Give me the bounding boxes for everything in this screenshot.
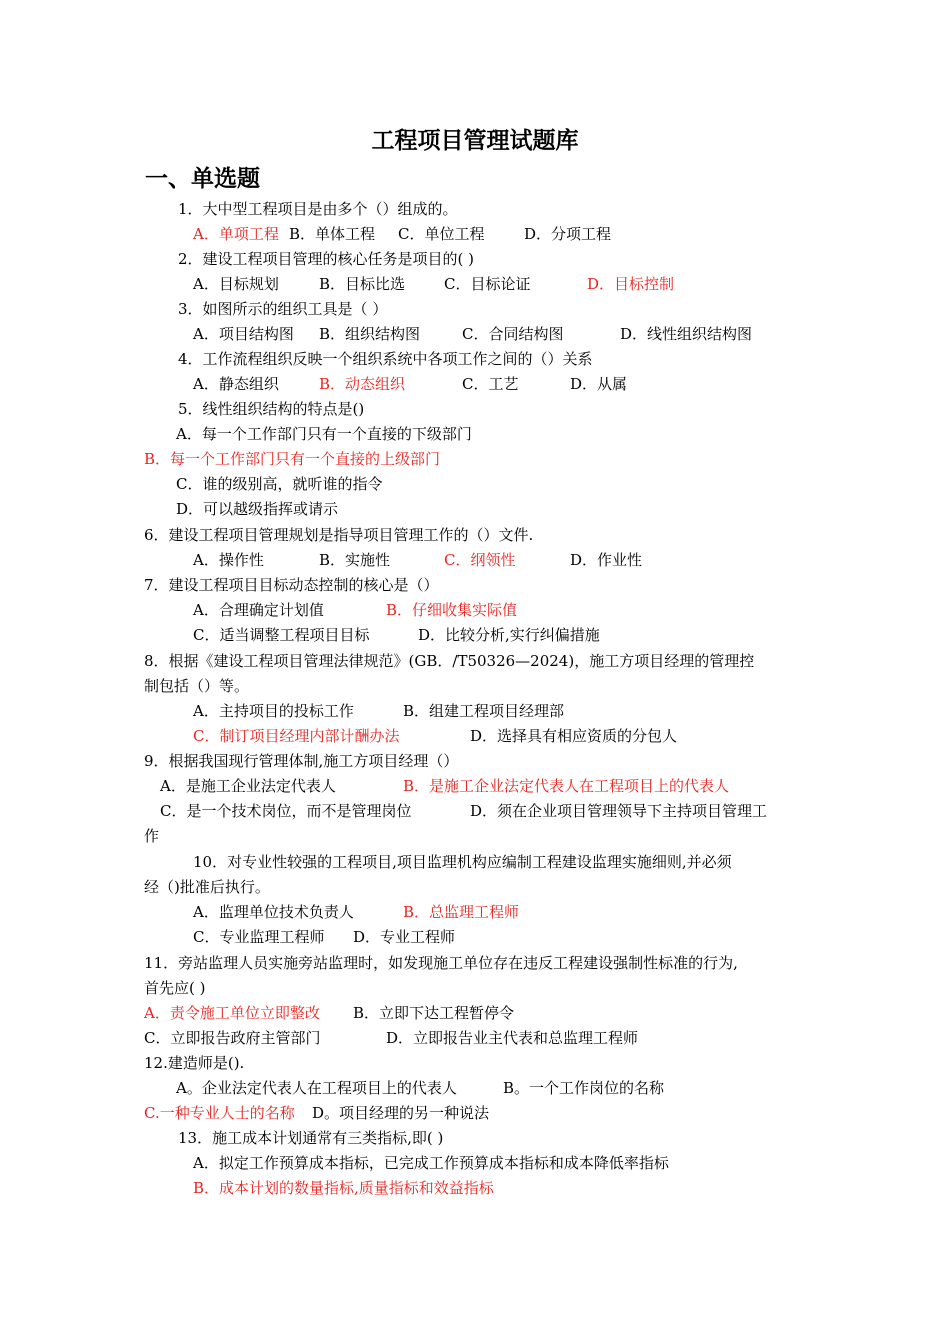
option-a: A．操作性 [193, 551, 264, 569]
option-c: C．目标论证 [444, 275, 531, 293]
option-b: B．是施工企业法定代表人在工程项目上的代表人 [403, 777, 730, 795]
option-d: D．须在企业项目管理领导下主持项目管理工 [470, 802, 768, 820]
question-options [0, 927, 950, 947]
option-b: B．单体工程 [289, 225, 376, 243]
option-b: B。一个工作岗位的名称 [503, 1079, 665, 1097]
option-b: B．动态组织 [319, 375, 406, 393]
option-d: D．作业性 [570, 551, 643, 569]
option-b: B．组建工程项目经理部 [403, 702, 565, 720]
option-a: A。企业法定代表人在工程项目上的代表人 [176, 1079, 457, 1097]
question-options [0, 726, 950, 746]
question-options [0, 600, 950, 620]
question-stem: 8．根据《建设工程项目管理法律规范》(GB．/T50326—2024)，施工方项目经理的管理控 [144, 652, 755, 670]
question-options [0, 701, 950, 721]
question-options [0, 902, 950, 922]
question-options [0, 224, 950, 244]
question-stem: 11．旁站监理人员实施旁站监理时，如发现施工单位存在违反工程建设强制性标准的行为, [144, 954, 738, 972]
question-stem: 5．线性组织结构的特点是() [178, 400, 365, 418]
question-stem-continued: 经（)批准后执行。 [144, 878, 270, 896]
question-stem: 6．建设工程项目管理规划是指导项目管理工作的（）文件. [144, 526, 534, 544]
option-d: D．从属 [570, 375, 628, 393]
option-c: C．工艺 [462, 375, 519, 393]
question-stem: 12.建造师是(). [144, 1054, 245, 1072]
question-options [0, 550, 950, 570]
option-d: D．目标控制 [587, 275, 675, 293]
option-c: C．是一个技术岗位，而不是管理岗位 [160, 802, 412, 820]
option-a: A．责令施工单位立即整改 [144, 1004, 320, 1022]
option-d-continued: 作 [144, 827, 160, 845]
question-stem: 4．工作流程组织反映一个组织系统中各项工作之间的（）关系 [178, 350, 593, 368]
option-b: B．实施性 [319, 551, 391, 569]
option-c: C．纲领性 [444, 551, 516, 569]
option-a: A．主持项目的投标工作 [193, 702, 354, 720]
question-options [0, 1103, 950, 1123]
option-a: A．是施工企业法定代表人 [160, 777, 336, 795]
question-stem: 2．建设工程项目管理的核心任务是项目的( ) [178, 250, 475, 268]
option-c: C．适当调整工程项目目标 [193, 626, 370, 644]
question-stem: 1．大中型工程项目是由多个（）组成的。 [178, 200, 458, 218]
option-a: A．单项工程 [193, 225, 279, 243]
question-stem-continued: 首先应( ) [144, 979, 206, 997]
option-c: C.一种专业人士的名称 [144, 1104, 295, 1122]
question-stem: 9．根据我国现行管理体制,施工方项目经理（） [144, 752, 459, 770]
option-d: D。项目经理的另一种说法 [312, 1104, 490, 1122]
option-d: D．可以越级指挥或请示 [176, 500, 339, 518]
option-d: D．线性组织结构图 [620, 325, 753, 343]
option-a: A．静态组织 [193, 375, 279, 393]
question-options [0, 324, 950, 344]
option-d: D．比较分析,实行纠偏措施 [418, 626, 600, 644]
option-d: D．立即报告业主代表和总监理工程师 [386, 1029, 639, 1047]
option-a: A．拟定工作预算成本指标，已完成工作预算成本指标和成本降低率指标 [193, 1154, 669, 1172]
option-a: A．项目结构图 [193, 325, 294, 343]
question-options [0, 274, 950, 294]
question-options [0, 776, 950, 796]
option-b: B．目标比选 [319, 275, 406, 293]
question-stem: 7．建设工程项目目标动态控制的核心是（） [144, 576, 439, 594]
question-options [0, 625, 950, 645]
option-b: B．每一个工作部门只有一个直接的上级部门 [144, 450, 441, 468]
option-d: D．分项工程 [524, 225, 612, 243]
option-c: C．单位工程 [398, 225, 485, 243]
question-options [0, 801, 950, 821]
question-stem: 10．对专业性较强的工程项目,项目监理机构应编制工程建设监理实施细则,并必须 [193, 853, 732, 871]
option-b: B．仔细收集实际值 [386, 601, 518, 619]
option-a: A．合理确定计划值 [193, 601, 324, 619]
option-a: A．监理单位技术负责人 [193, 903, 354, 921]
question-options [0, 1078, 950, 1098]
option-c: C．立即报告政府主管部门 [144, 1029, 321, 1047]
option-c: C．专业监理工程师 [193, 928, 325, 946]
option-b: B．立即下达工程暂停令 [353, 1004, 515, 1022]
option-b: B．成本计划的数量指标,质量指标和效益指标 [193, 1179, 494, 1197]
question-stem-continued: 制包括（）等。 [144, 677, 250, 695]
option-d: D．选择具有相应资质的分包人 [470, 727, 678, 745]
option-d: D．专业工程师 [353, 928, 456, 946]
option-c: C．合同结构图 [462, 325, 564, 343]
option-b: B．组织结构图 [319, 325, 421, 343]
question-options [0, 1028, 950, 1048]
section-heading: 一、单选题 [145, 166, 260, 192]
option-c: C．制订项目经理内部计酬办法 [193, 727, 400, 745]
option-a: A．每一个工作部门只有一个直接的下级部门 [176, 425, 472, 443]
document-title: 工程项目管理试题库 [371, 128, 579, 154]
question-options [0, 1003, 950, 1023]
option-c: C．谁的级别高，就听谁的指令 [176, 475, 383, 493]
question-options [0, 374, 950, 394]
option-a: A．目标规划 [193, 275, 279, 293]
question-stem: 13．施工成本计划通常有三类指标,即( ) [178, 1129, 444, 1147]
question-stem: 3．如图所示的组织工具是（ ） [178, 300, 388, 318]
option-b: B．总监理工程师 [403, 903, 520, 921]
